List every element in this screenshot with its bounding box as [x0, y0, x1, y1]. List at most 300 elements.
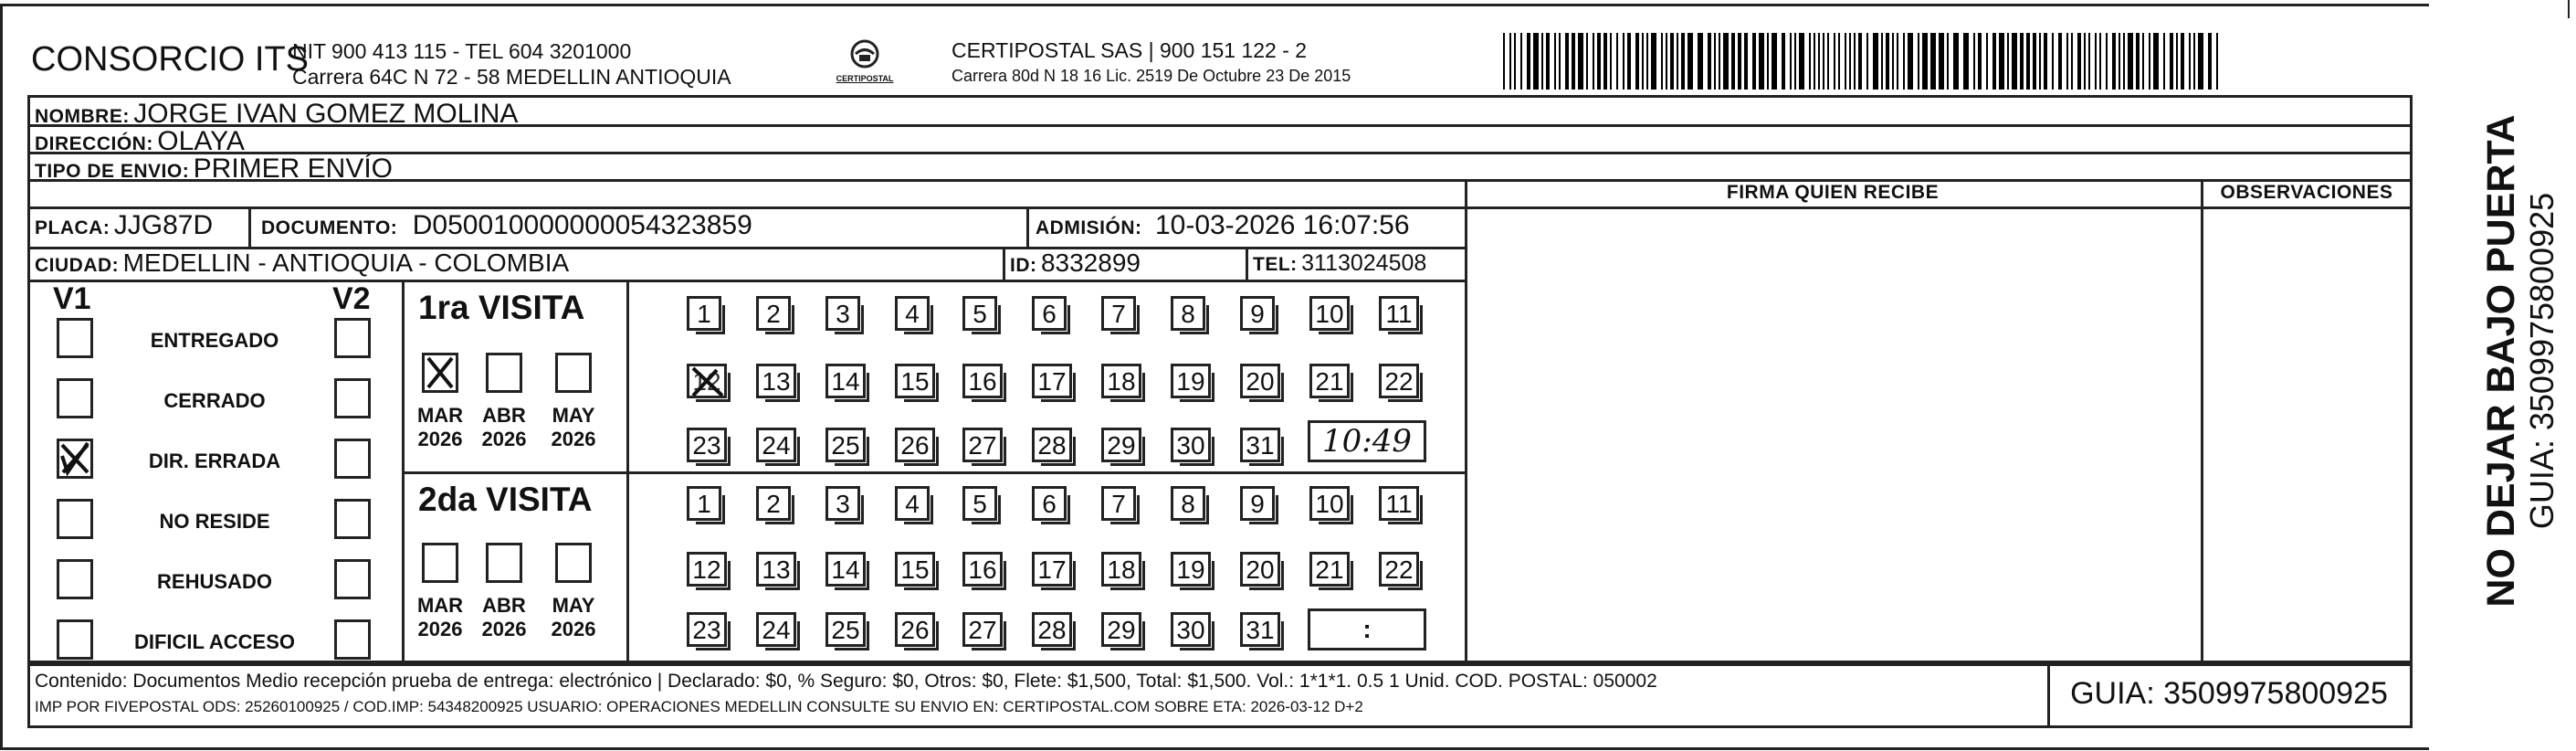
barcode-bar [2181, 33, 2184, 90]
day-number: 26 [900, 616, 930, 644]
barcode-bar [2163, 33, 2165, 90]
barcode [1503, 33, 2226, 90]
left-border [0, 4, 3, 747]
day-number: 31 [1246, 431, 1275, 460]
v1-checkbox-cerrado[interactable] [57, 378, 93, 418]
visit1-day-18[interactable] [1101, 364, 1141, 398]
company-nit: NIT 900 413 115 - TEL 604 3201000 [292, 39, 632, 63]
v2-checkbox-entregado[interactable] [334, 318, 371, 358]
visit1-day-10[interactable] [1309, 296, 1350, 331]
barcode-bar [1738, 33, 1741, 90]
placa-value: JJG87D [113, 210, 214, 240]
barcode-bar [2112, 33, 2116, 90]
visit1-day-24[interactable] [756, 428, 796, 462]
barcode-bar [1509, 33, 1511, 90]
day-number: 13 [762, 555, 791, 584]
direccion-value: OLAYA [157, 126, 245, 156]
visit2-day-31[interactable] [1240, 612, 1280, 647]
day-number: 3 [836, 490, 850, 518]
barcode-bar [1854, 33, 1856, 90]
barcode-bar [1627, 33, 1631, 90]
day-number: 30 [1176, 616, 1205, 644]
visit1-day-15[interactable] [895, 364, 935, 398]
day-number: 4 [905, 490, 920, 518]
visit2-month-may[interactable] [555, 543, 592, 583]
barcode-bar [1666, 33, 1667, 90]
barcode-bar [2088, 33, 2090, 90]
visit1-time-box[interactable]: 10:49 [1308, 420, 1426, 462]
visit2-time-box[interactable]: : [1308, 608, 1426, 651]
barcode-bar [1930, 33, 1936, 90]
day-number: 7 [1111, 300, 1126, 328]
barcode-bar [1670, 33, 1674, 90]
documento-row [261, 210, 752, 241]
barcode-bar [1858, 33, 1862, 90]
barcode-bar [1688, 33, 1693, 90]
barcode-bar [1953, 33, 1959, 90]
nombre-value: JORGE IVAN GOMEZ MOLINA [133, 99, 519, 129]
barcode-bar [1635, 33, 1639, 90]
visit1-day-1[interactable] [687, 296, 721, 331]
day-number: 18 [1107, 555, 1136, 584]
barcode-bar [2007, 33, 2009, 90]
barcode-bar [1681, 33, 1685, 90]
visit2-day-17[interactable] [1032, 552, 1072, 587]
day-number: 20 [1246, 367, 1275, 396]
barcode-bar [2099, 33, 2101, 90]
barcode-bar [2066, 33, 2068, 90]
day-number: 25 [831, 431, 860, 460]
nombre-label: NOMBRE: [35, 106, 130, 127]
barcode-bar [1610, 33, 1612, 90]
barcode-bar [1881, 33, 1883, 90]
day-number: 27 [968, 431, 997, 460]
visit1-month-abr[interactable] [486, 353, 522, 393]
day-number: 1 [697, 490, 711, 518]
tel-row [1253, 250, 1426, 277]
day-number: 11 [1385, 490, 1413, 518]
day-number: 16 [968, 367, 997, 396]
cert-line1: CERTIPOSTAL SAS | 900 151 122 - 2 [952, 38, 1308, 62]
day-number: 26 [900, 431, 930, 460]
v1-checkbox-dificil-acceso[interactable] [57, 619, 93, 660]
visit1-day-25[interactable] [825, 428, 866, 462]
barcode-bar [1772, 33, 1777, 90]
barcode-bar [1947, 33, 1949, 90]
year-label: 2026 [551, 428, 596, 450]
admision-row [1036, 210, 1410, 241]
footer-line2: IMP POR FIVEPOSTAL ODS: 25260100925 / COD.IMP: 54348200925 USUARIO: OPERACIONES MEDELLIN CONSULTE SU ENVIO EN: CERTIPOSTAL.COM SOBRE ETA: 2026-03-12 D+2 [35, 698, 1363, 715]
visit2-day-25[interactable] [825, 612, 866, 647]
barcode-bar [2039, 33, 2041, 90]
day-number: 6 [1042, 490, 1057, 518]
month-caption [473, 594, 535, 641]
barcode-bar [1978, 33, 1982, 90]
visit1-title: 1ra VISITA [418, 289, 585, 326]
barcode-bar [1827, 33, 1829, 90]
visit1-day-16[interactable] [962, 364, 1003, 398]
visit2-day-2[interactable] [756, 486, 791, 521]
year-label: 2026 [481, 618, 527, 640]
barcode-bar [2095, 33, 2097, 90]
visit2-month-abr[interactable] [486, 543, 522, 583]
visit2-day-8[interactable] [1171, 486, 1205, 521]
barcode-bar [2052, 33, 2054, 90]
year-label: 2026 [417, 428, 463, 450]
day-number: 16 [968, 555, 997, 584]
visit1-month-may[interactable] [555, 353, 592, 393]
barcode-bar [2142, 33, 2144, 90]
day-number: 20 [1246, 555, 1275, 584]
barcode-bar [2123, 33, 2125, 90]
day-number: 18 [1107, 367, 1136, 396]
day-number: 28 [1037, 431, 1067, 460]
direccion-label: DIRECCIÓN: [35, 133, 153, 154]
barcode-bar [2176, 33, 2178, 90]
barcode-bar [1845, 33, 1846, 90]
visit1-day-23[interactable] [687, 428, 727, 462]
v1-checkbox-rehusado[interactable] [57, 559, 93, 599]
barcode-bar [1572, 33, 1575, 90]
logo-icon [846, 38, 883, 69]
day-number: 31 [1246, 616, 1275, 644]
visit1-day-29[interactable] [1101, 428, 1141, 462]
company-name: CONSORCIO ITS [31, 40, 310, 79]
day-number: 9 [1250, 490, 1265, 518]
visit2-title: 2da VISITA [418, 481, 593, 518]
day-number: 5 [973, 490, 987, 518]
visit2-day-10[interactable] [1309, 486, 1350, 521]
visit2-day-6[interactable] [1032, 486, 1067, 521]
day-number: 17 [1037, 555, 1067, 584]
day-number: 27 [968, 616, 997, 644]
visit1-day-30[interactable] [1171, 428, 1211, 462]
barcode-bar [2170, 33, 2173, 90]
visit2-day-4[interactable] [895, 486, 930, 521]
visit2-day-30[interactable] [1171, 612, 1211, 647]
year-label: 2026 [417, 618, 463, 640]
barcode-bar [1503, 33, 1505, 90]
barcode-bar [1903, 33, 1905, 90]
barcode-bar [1939, 33, 1944, 90]
barcode-bar [1578, 33, 1583, 90]
barcode-bar [1527, 33, 1530, 90]
day-number: 19 [1176, 367, 1205, 396]
day-number: 25 [831, 616, 860, 644]
cross-mark-icon [689, 366, 726, 397]
day-number: 30 [1176, 431, 1205, 460]
visit1-day-13[interactable] [756, 364, 796, 398]
day-number: 22 [1384, 555, 1414, 584]
ciudad-value: MEDELLIN - ANTIOQUIA - COLOMBIA [122, 249, 570, 277]
status-label: REHUSADO [157, 570, 272, 593]
barcode-bar [1533, 33, 1539, 90]
month-caption [542, 404, 605, 451]
v1-checkbox-no-reside[interactable] [57, 499, 93, 539]
barcode-bar [2193, 33, 2195, 90]
id-label: ID: [1010, 255, 1037, 276]
visit1-day-27[interactable] [962, 428, 1003, 462]
firma-header: FIRMA QUIEN RECIBE [1726, 182, 1940, 203]
barcode-bar [2012, 33, 2017, 90]
tel-value: 3113024508 [1301, 250, 1427, 276]
barcode-bar [1897, 33, 1898, 90]
barcode-bar [2077, 33, 2081, 90]
barcode-bar [1731, 33, 1735, 90]
v2-checkbox-cerrado[interactable] [334, 378, 371, 418]
year-label: 2026 [481, 428, 527, 450]
tipo-value: PRIMER ENVÍO [193, 153, 394, 184]
barcode-bar [1616, 33, 1618, 90]
visit2-day-29[interactable] [1101, 612, 1141, 647]
visit2-day-11[interactable] [1379, 486, 1419, 521]
day-number: 17 [1037, 367, 1067, 396]
visit1-month-mar[interactable] [422, 353, 458, 393]
day-number: 14 [831, 367, 860, 396]
visit1-day-28[interactable] [1032, 428, 1072, 462]
visit2-day-14[interactable] [825, 552, 866, 587]
barcode-bar [2208, 33, 2212, 90]
visit1-day-4[interactable] [895, 296, 930, 331]
visit1-day-20[interactable] [1240, 364, 1280, 398]
ciudad-label: CIUDAD: [35, 255, 120, 276]
visit2-day-15[interactable] [895, 552, 935, 587]
day-number: 7 [1111, 490, 1126, 518]
barcode-bar [1546, 33, 1550, 90]
barcode-bar [1814, 33, 1815, 90]
day-number: 8 [1181, 490, 1195, 518]
visit1-day-9[interactable] [1240, 296, 1275, 331]
cross-mark-icon [425, 355, 456, 390]
visit1-day-12[interactable] [687, 364, 727, 398]
month-label: ABR [482, 404, 526, 427]
nombre-row [35, 99, 518, 130]
visit1-day-21[interactable] [1309, 364, 1350, 398]
v1-checkbox-dir-errada[interactable] [57, 439, 93, 479]
barcode-bar [2106, 33, 2108, 90]
barcode-bar [2119, 33, 2120, 90]
barcode-bar [1849, 33, 1851, 90]
day-number: 24 [762, 616, 791, 644]
day-number: 28 [1037, 616, 1067, 644]
cert-line2: Carrera 80d N 18 16 Lic. 2519 De Octubre 23 De 2015 [952, 67, 1351, 85]
side-guia: GUIA: 3509975800925 [2523, 192, 2560, 530]
direccion-row [35, 126, 245, 157]
status-label: ENTREGADO [150, 329, 279, 352]
barcode-bar [1834, 33, 1835, 90]
visit2-day-13[interactable] [756, 552, 796, 587]
barcode-bar [1908, 33, 1913, 90]
day-number: 13 [762, 367, 791, 396]
barcode-bar [1873, 33, 1878, 90]
visit2-day-26[interactable] [895, 612, 935, 647]
day-number: 29 [1107, 431, 1136, 460]
v1-header: V1 [53, 281, 91, 316]
year-label: 2026 [551, 618, 596, 640]
barcode-bar [1892, 33, 1894, 90]
day-number: 6 [1042, 300, 1057, 328]
visit2-day-24[interactable] [756, 612, 796, 647]
day-number: 3 [836, 300, 850, 328]
barcode-bar [1661, 33, 1663, 90]
barcode-bar [2136, 33, 2140, 90]
v2-checkbox-no-reside[interactable] [334, 499, 371, 539]
day-number: 14 [831, 555, 860, 584]
visit2-day-21[interactable] [1309, 552, 1350, 587]
barcode-bar [1782, 33, 1785, 90]
barcode-bar [2149, 33, 2150, 90]
day-number: 8 [1181, 300, 1195, 328]
visit2-month-mar[interactable] [422, 543, 458, 583]
visit2-day-22[interactable] [1379, 552, 1419, 587]
barcode-bar [1886, 33, 1889, 90]
visit1-day-19[interactable] [1171, 364, 1211, 398]
footer-guia: GUIA: 3509975800925 [2070, 676, 2388, 711]
visit1-day-7[interactable] [1101, 296, 1136, 331]
visit2-day-12[interactable] [687, 552, 727, 587]
month-label: ABR [482, 594, 526, 617]
visit1-day-22[interactable] [1379, 364, 1419, 398]
placa-label: PLACA: [35, 217, 110, 238]
footer-line1: Contenido: Documentos Medio recepción prueba de entrega: electrónico | Declarado: $0, % Seguro: $0, Otros: $0, Flete: $1,500, Total: $1,500. Vol.: 1*1*1. 0.5 1 Unid. COD. POSTAL: 050002 [35, 671, 1657, 692]
visit1-day-11[interactable] [1379, 296, 1419, 331]
visit1-day-5[interactable] [962, 296, 997, 331]
barcode-bar [1809, 33, 1811, 90]
company-address: Carrera 64C N 72 - 58 MEDELLIN ANTIOQUIA [292, 65, 731, 89]
side-panel [2411, 0, 2566, 751]
month-caption [409, 594, 471, 641]
barcode-bar [2153, 33, 2159, 90]
barcode-bar [1586, 33, 1588, 90]
ciudad-row [35, 249, 569, 278]
admision-value: 10-03-2026 16:07:56 [1154, 210, 1410, 240]
id-value: 8332899 [1040, 249, 1141, 277]
barcode-bar [1646, 33, 1648, 90]
day-number: 10 [1315, 300, 1344, 328]
visit1-day-17[interactable] [1032, 364, 1072, 398]
day-number: 12 [692, 555, 721, 584]
top-border [0, 4, 2429, 6]
v2-checkbox-rehusado[interactable] [334, 559, 371, 599]
bottom-border [0, 747, 2429, 750]
barcode-bar [2216, 33, 2218, 90]
barcode-bar [1922, 33, 1928, 90]
visit2-day-5[interactable] [962, 486, 997, 521]
day-number: 22 [1384, 367, 1414, 396]
barcode-bar [1554, 33, 1556, 90]
barcode-bar [1973, 33, 1975, 90]
v2-checkbox-dir-errada[interactable] [334, 439, 371, 479]
visit2-day-18[interactable] [1101, 552, 1141, 587]
visit2-day-27[interactable] [962, 612, 1003, 647]
placa-row [35, 210, 213, 241]
barcode-bar [1559, 33, 1561, 90]
v2-checkbox-dificil-acceso[interactable] [334, 619, 371, 660]
month-label: MAY [552, 594, 595, 617]
visit1-day-6[interactable] [1032, 296, 1067, 331]
month-label: MAR [416, 594, 464, 617]
id-row [1010, 249, 1141, 278]
barcode-bar [1790, 33, 1792, 90]
visit2-day-7[interactable] [1101, 486, 1136, 521]
status-label: CERRADO [163, 389, 266, 412]
visit1-day-3[interactable] [825, 296, 860, 331]
day-number: 12 [692, 367, 721, 396]
barcode-bar [1723, 33, 1729, 90]
day-number: 29 [1107, 616, 1136, 644]
barcode-bar [2026, 33, 2030, 90]
day-number: 11 [1385, 300, 1413, 328]
barcode-bar [1514, 33, 1516, 90]
barcode-bar [2198, 33, 2203, 90]
visit1-day-8[interactable] [1171, 296, 1205, 331]
visit1-day-14[interactable] [825, 364, 866, 398]
day-number: 23 [692, 431, 721, 460]
day-number: 2 [766, 300, 781, 328]
barcode-bar [1698, 33, 1703, 90]
barcode-bar [2189, 33, 2191, 90]
barcode-bar [2020, 33, 2024, 90]
status-label: NO RESIDE [159, 510, 270, 533]
barcode-bar [1963, 33, 1969, 90]
barcode-bar [1744, 33, 1748, 90]
barcode-bar [2058, 33, 2062, 90]
month-caption [542, 594, 605, 641]
barcode-bar [1818, 33, 1820, 90]
visit2-day-19[interactable] [1171, 552, 1211, 587]
barcode-bar [1986, 33, 1988, 90]
barcode-bar [1838, 33, 1840, 90]
day-number: 23 [692, 616, 721, 644]
tel-label: TEL: [1253, 254, 1298, 275]
barcode-bar [1759, 33, 1764, 90]
visit2-day-16[interactable] [962, 552, 1003, 587]
visit2-day-20[interactable] [1240, 552, 1280, 587]
day-number: 15 [900, 367, 930, 396]
day-number: 21 [1315, 555, 1344, 584]
v1-checkbox-entregado[interactable] [57, 318, 93, 358]
barcode-bar [1794, 33, 1796, 90]
day-number: 9 [1250, 300, 1265, 328]
barcode-bar [1623, 33, 1624, 90]
barcode-bar [1823, 33, 1824, 90]
barcode-bar [1918, 33, 1919, 90]
visit1-day-26[interactable] [895, 428, 935, 462]
visit2-day-23[interactable] [687, 612, 727, 647]
visit1-day-31[interactable] [1240, 428, 1280, 462]
visit1-day-2[interactable] [756, 296, 791, 331]
day-number: 2 [766, 490, 781, 518]
check-mark-icon [59, 441, 90, 476]
barcode-bar [1719, 33, 1720, 90]
day-number: 24 [762, 431, 791, 460]
barcode-bar [1541, 33, 1543, 90]
barcode-bar [1565, 33, 1569, 90]
barcode-bar [1597, 33, 1601, 90]
documento-label: DOCUMENTO: [261, 217, 398, 238]
barcode-bar [2128, 33, 2133, 90]
visit2-day-28[interactable] [1032, 612, 1072, 647]
barcode-bar [2071, 33, 2073, 90]
barcode-bar [1651, 33, 1656, 90]
visit2-day-3[interactable] [825, 486, 860, 521]
barcode-bar [1767, 33, 1769, 90]
visit2-day-1[interactable] [687, 486, 721, 521]
visit2-day-9[interactable] [1240, 486, 1275, 521]
day-number: 1 [697, 300, 711, 328]
barcode-bar [1708, 33, 1711, 90]
documento-value: D050010000000054323859 [412, 210, 752, 240]
